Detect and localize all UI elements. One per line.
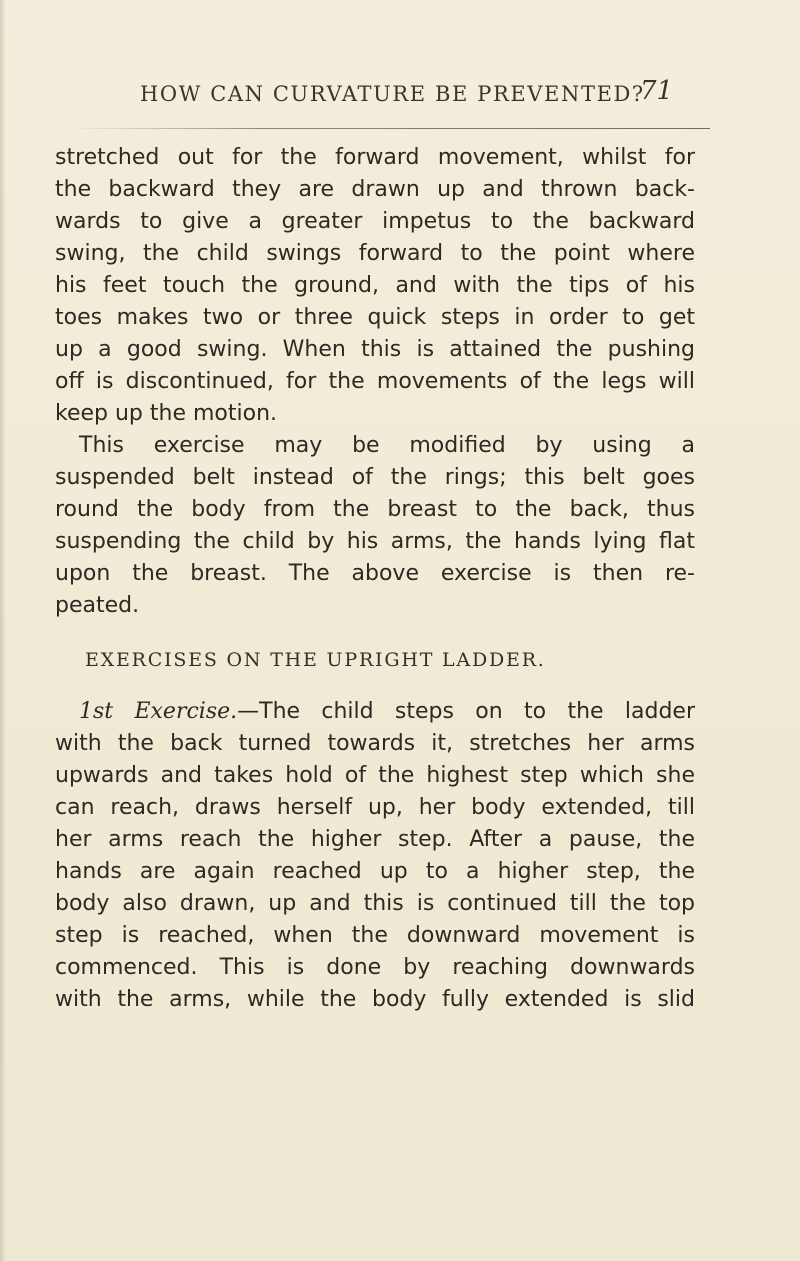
text-line: wards to give a greater impetus to the backward	[55, 209, 695, 234]
text-line: suspended belt instead of the rings; this belt goes	[55, 465, 695, 490]
page-number: 71	[640, 76, 674, 106]
text-line: stretched out for the forward movement, whilst for	[55, 145, 695, 170]
text-line: the backward they are drawn up and thrown back-	[55, 177, 695, 202]
exercise-first-line	[55, 696, 695, 728]
text-line: with the arms, while the body fully extended is slid	[55, 987, 695, 1012]
text-line: up a good swing. When this is attained the pushing	[55, 337, 695, 362]
page-edge-shadow	[0, 0, 6, 1261]
text-line: keep up the motion.	[55, 401, 278, 426]
text-line: off is discontinued, for the movements of the legs will	[55, 369, 695, 394]
text-line: body also drawn, up and this is continued till the top	[55, 891, 695, 916]
text-line: toes makes two or three quick steps in order to get	[55, 305, 695, 330]
text-line: upon the breast. The above exercise is then re-	[55, 561, 695, 586]
running-head-title: HOW CAN CURVATURE BE PREVENTED?	[140, 82, 645, 106]
text-line: round the body from the breast to the back, thus	[55, 497, 695, 522]
text-line: with the back turned towards it, stretches her arms	[55, 731, 695, 756]
text-line: This exercise may be modified by using a	[79, 433, 695, 458]
exercise-label: 1st Exercise.	[79, 699, 238, 724]
text-line: commenced. This is done by reaching downwards	[55, 955, 695, 980]
exercise-first-line-text: —The child steps on to the ladder	[237, 699, 695, 724]
text-line: hands are again reached up to a higher step, the	[55, 859, 695, 884]
text-line: can reach, draws herself up, her body extended, till	[55, 795, 695, 820]
header-rule	[70, 128, 710, 129]
section-heading: EXERCISES ON THE UPRIGHT LADDER.	[85, 649, 546, 671]
text-line: upwards and takes hold of the highest step which she	[55, 763, 695, 788]
text-line: step is reached, when the downward movement is	[55, 923, 695, 948]
spacer	[55, 622, 695, 644]
text-line: swing, the child swings forward to the point where	[55, 241, 695, 266]
running-head	[140, 76, 700, 116]
body-text	[55, 142, 695, 1016]
text-line: suspending the child by his arms, the hands lying flat	[55, 529, 695, 554]
text-line: his feet touch the ground, and with the tips of his	[55, 273, 695, 298]
spacer	[55, 676, 695, 696]
text-line: peated.	[55, 593, 140, 618]
text-line: her arms reach the higher step. After a pause, the	[55, 827, 695, 852]
